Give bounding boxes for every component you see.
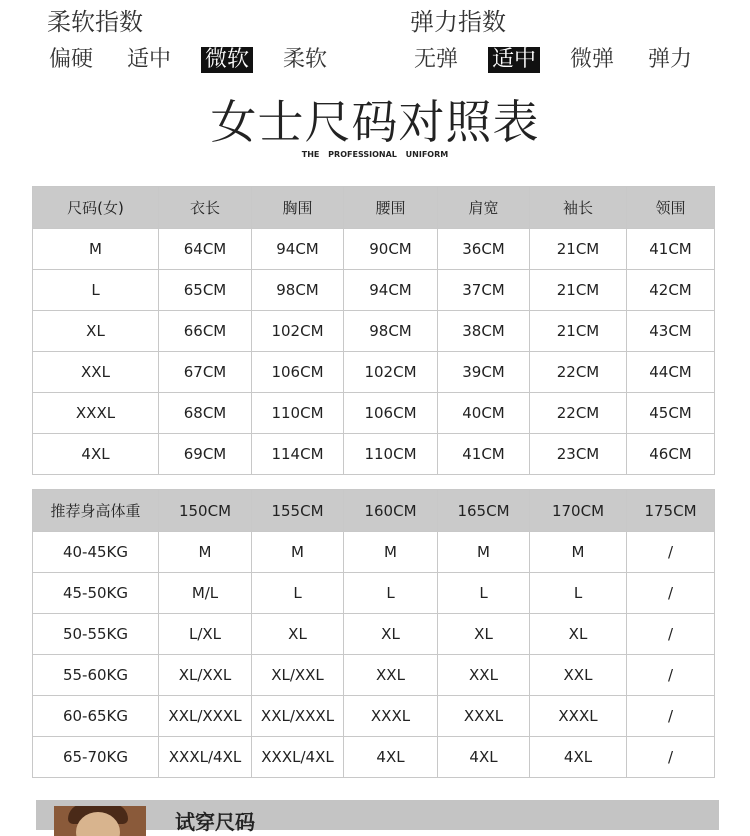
- recommend-table: [32, 489, 715, 778]
- table-cell: XL/XXL: [159, 655, 252, 696]
- elasticity-options: [410, 45, 722, 75]
- table-cell: XXL: [530, 655, 627, 696]
- table-cell: /: [627, 696, 715, 737]
- table-cell: 98CM: [252, 270, 344, 311]
- table-cell: 40-45KG: [33, 532, 159, 573]
- header-shoulder: 肩宽: [438, 187, 530, 229]
- elasticity-option-none: 无弹: [414, 47, 459, 72]
- table-cell: M: [252, 532, 344, 573]
- table-cell: XXL: [33, 352, 159, 393]
- size-table: [32, 186, 715, 475]
- table-row: [33, 352, 715, 393]
- header-sleeve: 袖长: [530, 187, 627, 229]
- table-cell: M: [33, 229, 159, 270]
- elasticity-option-elastic: 弹力: [648, 47, 693, 72]
- elasticity-option-medium: 适中: [488, 47, 540, 73]
- table-cell: 68CM: [159, 393, 252, 434]
- table-cell: 69CM: [159, 434, 252, 475]
- table-cell: L: [33, 270, 159, 311]
- softness-option-slightly-soft: 微软: [201, 47, 253, 73]
- table-row: [33, 393, 715, 434]
- softness-option-hard: 偏硬: [49, 47, 94, 72]
- table-row: [33, 696, 715, 737]
- table-cell: /: [627, 655, 715, 696]
- header-chest: 胸围: [252, 187, 344, 229]
- table-cell: 4XL: [344, 737, 438, 778]
- table-row: [33, 532, 715, 573]
- table-cell: 40CM: [438, 393, 530, 434]
- table-cell: 22CM: [530, 352, 627, 393]
- table-cell: 21CM: [530, 311, 627, 352]
- table-cell: XXL: [344, 655, 438, 696]
- table-cell: 4XL: [438, 737, 530, 778]
- try-on-title: 试穿尺码: [175, 810, 255, 834]
- header-height: 175CM: [627, 490, 715, 532]
- table-cell: XXXL/4XL: [252, 737, 344, 778]
- table-row: [33, 573, 715, 614]
- table-cell: XXL/XXXL: [159, 696, 252, 737]
- table-cell: L: [530, 573, 627, 614]
- table-cell: XL: [530, 614, 627, 655]
- page-subtitle: THE PROFESSIONAL UNIFORM: [301, 150, 449, 159]
- table-cell: 44CM: [627, 352, 715, 393]
- table-cell: 55-60KG: [33, 655, 159, 696]
- table-cell: M: [438, 532, 530, 573]
- table-cell: XL/XXL: [252, 655, 344, 696]
- table-cell: 43CM: [627, 311, 715, 352]
- table-cell: M: [159, 532, 252, 573]
- elasticity-option-slight: 微弹: [570, 47, 615, 72]
- table-row: [33, 434, 715, 475]
- table-cell: 60-65KG: [33, 696, 159, 737]
- table-cell: /: [627, 614, 715, 655]
- table-cell: XL: [33, 311, 159, 352]
- table-cell: 21CM: [530, 270, 627, 311]
- header-height: 150CM: [159, 490, 252, 532]
- table-cell: 102CM: [344, 352, 438, 393]
- recommend-table-header: [33, 490, 715, 532]
- table-cell: 50-55KG: [33, 614, 159, 655]
- header-length: 衣长: [159, 187, 252, 229]
- size-table-header: [33, 187, 715, 229]
- table-cell: M/L: [159, 573, 252, 614]
- table-cell: 39CM: [438, 352, 530, 393]
- header-waist: 腰围: [344, 187, 438, 229]
- table-row: [33, 311, 715, 352]
- table-cell: XXXL/4XL: [159, 737, 252, 778]
- model-photo: [54, 806, 146, 836]
- table-row: [33, 270, 715, 311]
- softness-option-medium: 适中: [127, 47, 172, 72]
- table-cell: 65-70KG: [33, 737, 159, 778]
- header-height: 170CM: [530, 490, 627, 532]
- table-cell: 67CM: [159, 352, 252, 393]
- header-height: 165CM: [438, 490, 530, 532]
- table-cell: 106CM: [344, 393, 438, 434]
- table-row: [33, 229, 715, 270]
- header-height: 155CM: [252, 490, 344, 532]
- table-cell: 36CM: [438, 229, 530, 270]
- table-cell: XXXL: [438, 696, 530, 737]
- table-cell: 98CM: [344, 311, 438, 352]
- table-cell: M: [530, 532, 627, 573]
- table-cell: 37CM: [438, 270, 530, 311]
- table-cell: L: [344, 573, 438, 614]
- header-height: 160CM: [344, 490, 438, 532]
- table-row: [33, 737, 715, 778]
- table-cell: L: [438, 573, 530, 614]
- table-cell: 23CM: [530, 434, 627, 475]
- table-cell: L: [252, 573, 344, 614]
- table-cell: XL: [438, 614, 530, 655]
- table-cell: XXXL: [344, 696, 438, 737]
- table-cell: /: [627, 737, 715, 778]
- table-cell: 102CM: [252, 311, 344, 352]
- table-cell: XXXL: [33, 393, 159, 434]
- table-cell: 4XL: [530, 737, 627, 778]
- table-cell: 110CM: [252, 393, 344, 434]
- softness-options: [45, 45, 357, 75]
- table-cell: M: [344, 532, 438, 573]
- table-row: [33, 614, 715, 655]
- table-cell: 65CM: [159, 270, 252, 311]
- table-cell: 110CM: [344, 434, 438, 475]
- header-height-weight: 推荐身高体重: [33, 490, 159, 532]
- elasticity-index-title: 弹力指数: [410, 8, 506, 36]
- table-cell: 94CM: [252, 229, 344, 270]
- table-cell: 90CM: [344, 229, 438, 270]
- page-title: 女士尺码对照表: [210, 95, 540, 149]
- table-cell: XXXL: [530, 696, 627, 737]
- table-cell: XL: [344, 614, 438, 655]
- table-cell: 64CM: [159, 229, 252, 270]
- table-cell: XXL/XXXL: [252, 696, 344, 737]
- table-cell: 94CM: [344, 270, 438, 311]
- table-cell: 41CM: [438, 434, 530, 475]
- table-cell: 106CM: [252, 352, 344, 393]
- table-cell: 114CM: [252, 434, 344, 475]
- table-cell: 45-50KG: [33, 573, 159, 614]
- table-cell: 66CM: [159, 311, 252, 352]
- table-cell: 45CM: [627, 393, 715, 434]
- table-cell: /: [627, 573, 715, 614]
- header-collar: 领围: [627, 187, 715, 229]
- table-cell: L/XL: [159, 614, 252, 655]
- table-cell: 41CM: [627, 229, 715, 270]
- table-cell: /: [627, 532, 715, 573]
- table-cell: 4XL: [33, 434, 159, 475]
- table-cell: 21CM: [530, 229, 627, 270]
- table-cell: XL: [252, 614, 344, 655]
- softness-index-title: 柔软指数: [47, 8, 143, 36]
- table-row: [33, 655, 715, 696]
- header-size: 尺码(女): [33, 187, 159, 229]
- table-cell: 46CM: [627, 434, 715, 475]
- softness-option-soft: 柔软: [283, 47, 328, 72]
- table-cell: 22CM: [530, 393, 627, 434]
- table-cell: XXL: [438, 655, 530, 696]
- table-cell: 38CM: [438, 311, 530, 352]
- table-cell: 42CM: [627, 270, 715, 311]
